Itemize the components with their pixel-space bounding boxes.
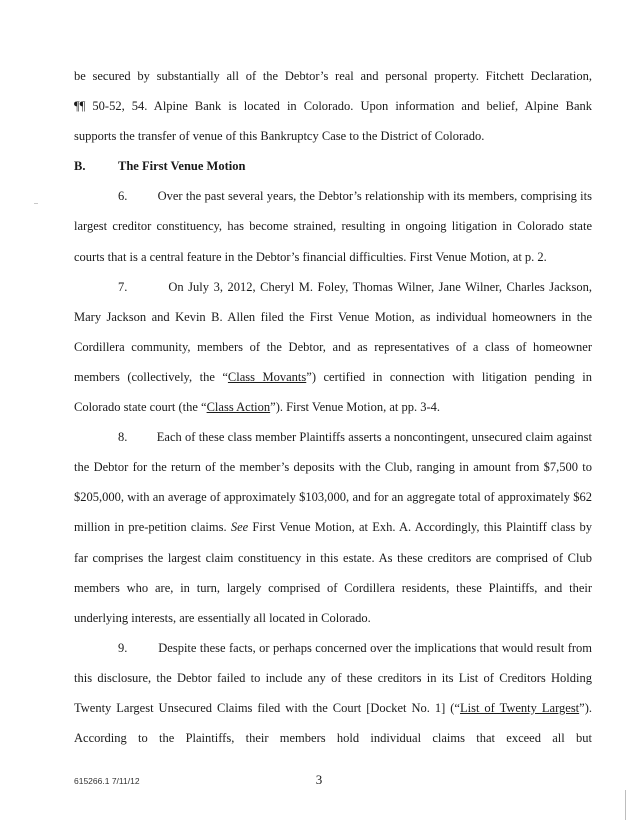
body-line-1: be secured by substantially all of the Debtor’s real and personal property. Fitchett Declaration,: [74, 69, 592, 83]
defined-term-list-of-twenty-largest: List of Twenty Largest: [459, 700, 580, 715]
paragraph-9-text-a: 9. Despite these facts, or perhaps concerned over the implications that would result from this disclosure, the Debtor failed to include any of these creditors in its List of Creditors Holding Twenty Largest Unsecured Claims filed with the Court [Docket No. 1] (“: [74, 640, 592, 715]
paragraph-8: [74, 422, 592, 633]
paragraph-8-text-a: 8. Each of these class member Plaintiffs asserts a noncontingent, unsecured claim against the Debtor for the return of the member’s deposits with the Club, ranging in amount from $7,500 to $205,000, with an average of approximately $103,000, and for an aggregate total of approximately $62 million in pre-petition claims.: [74, 430, 592, 535]
scan-edge-mark: [625, 790, 626, 820]
document-id-footer: 615266.1 7/11/12: [74, 776, 140, 786]
paragraph-7-text-c: ”). First Venue Motion, at pp. 3-4.: [270, 400, 441, 415]
paragraph-7-text-a: 7. On July 3, 2012, Cheryl M. Foley, Thomas Wilner, Jane Wilner, Charles Jackson, Mary Jackson and Kevin B. Allen filed the First Venue Motion, as individual homeowners in the Cordillera community, members of the Debtor, and as representatives of a class of homeowner members (collectively, the “: [74, 279, 592, 384]
defined-term-class-movants: Class Movants: [227, 369, 307, 384]
document-body: [74, 61, 592, 753]
page-number: 3: [315, 772, 323, 787]
paragraph-6: 6. Over the past several years, the Debtor’s relationship with its members, comprising its largest creditor constituency, has become strained, resulting in ongoing litigation in Colorado state courts that is a central feature in the Debtor’s financial difficulties. First Venue Motion, at p. 2.: [74, 189, 592, 264]
section-title: The First Venue Motion: [118, 159, 246, 174]
scan-artifact: [34, 203, 38, 204]
defined-term-class-action: Class Action: [206, 400, 271, 415]
body-line-2: ¶¶ 50-52, 54. Alpine Bank is located in Colorado. Upon information and belief, Alpine Bank: [74, 99, 592, 114]
citation-signal-see: See: [230, 520, 249, 535]
paragraph-9: [74, 633, 592, 753]
body-line-3: supports the transfer of venue of this Bankruptcy Case to the District of Colorado.: [74, 129, 485, 144]
section-letter: B.: [74, 159, 86, 174]
paragraph-7-text-b: ”) certified in connection with litigation pending in Colorado state court (the “: [74, 369, 593, 415]
paragraph-8-text-b: First Venue Motion, at Exh. A. Accordingly, this Plaintiff class by far comprises the largest claim constituency in this estate. As these creditors are comprised of Club members who are, in turn, largely comprised of Cordillera residents, these Plaintiffs, and their underlying interests, are essentially all located in Colorado.: [74, 520, 593, 625]
paragraph-7: [74, 272, 592, 422]
section-heading: [74, 151, 592, 181]
paragraph-9-text-b: ”). According to the Plaintiffs, their members hold individual claims that exceed all but: [74, 700, 592, 746]
